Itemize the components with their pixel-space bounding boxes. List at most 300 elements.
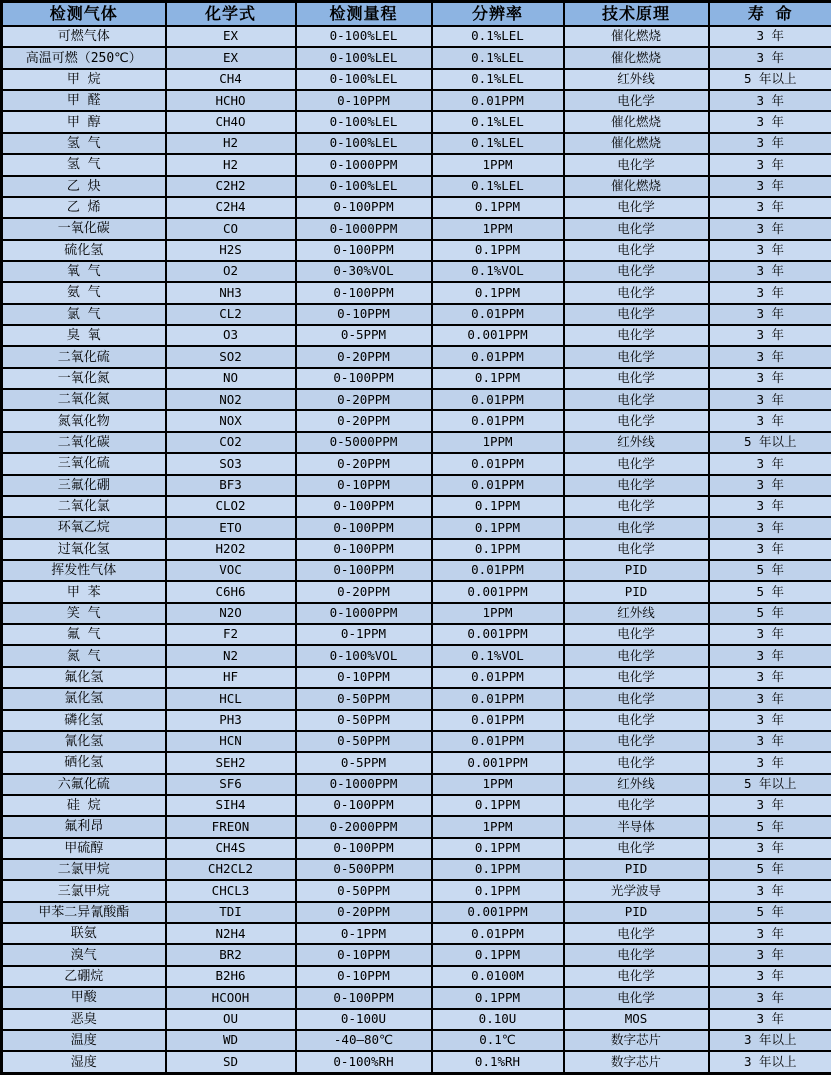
cell-formula: N2O <box>166 603 296 624</box>
cell-resolution: 0.1%RH <box>432 1051 564 1073</box>
cell-lifespan: 3 年 <box>709 368 831 389</box>
cell-formula: N2 <box>166 645 296 666</box>
cell-lifespan: 5 年 <box>709 603 831 624</box>
cell-formula: SF6 <box>166 774 296 795</box>
cell-resolution: 0.1%LEL <box>432 69 564 90</box>
cell-formula: N2H4 <box>166 923 296 944</box>
cell-gas: 二氧化氮 <box>2 389 166 410</box>
cell-principle: 电化学 <box>564 197 709 218</box>
cell-range: 0-20PPM <box>296 581 432 602</box>
cell-principle: 电化学 <box>564 261 709 282</box>
cell-formula: CHCL3 <box>166 880 296 901</box>
cell-range: -40—80℃ <box>296 1030 432 1051</box>
table-row <box>2 389 831 410</box>
cell-principle: 电化学 <box>564 475 709 496</box>
cell-gas: 溴气 <box>2 944 166 965</box>
cell-principle: 电化学 <box>564 731 709 752</box>
cell-gas: 高温可燃（250℃） <box>2 47 166 68</box>
cell-principle: 数字芯片 <box>564 1030 709 1051</box>
cell-resolution: 0.1PPM <box>432 539 564 560</box>
cell-gas: 氨 气 <box>2 282 166 303</box>
table-row <box>2 944 831 965</box>
table-row <box>2 410 831 431</box>
cell-lifespan: 3 年 <box>709 475 831 496</box>
cell-gas: 甲酸 <box>2 987 166 1008</box>
cell-principle: 电化学 <box>564 688 709 709</box>
cell-lifespan: 3 年 <box>709 111 831 132</box>
cell-resolution: 0.1PPM <box>432 987 564 1008</box>
cell-lifespan: 3 年 <box>709 880 831 901</box>
cell-formula: C2H2 <box>166 176 296 197</box>
cell-gas: 硫化氢 <box>2 240 166 261</box>
cell-range: 0-100PPM <box>296 987 432 1008</box>
cell-range: 0-100%LEL <box>296 176 432 197</box>
cell-lifespan: 3 年 <box>709 154 831 175</box>
table-row <box>2 923 831 944</box>
cell-resolution: 0.1PPM <box>432 795 564 816</box>
header-lifespan: 寿 命 <box>709 2 831 27</box>
cell-lifespan: 3 年以上 <box>709 1030 831 1051</box>
table-row <box>2 795 831 816</box>
cell-formula: CH2CL2 <box>166 859 296 880</box>
table-row <box>2 368 831 389</box>
cell-resolution: 0.01PPM <box>432 475 564 496</box>
cell-lifespan: 3 年 <box>709 496 831 517</box>
cell-principle: 催化燃烧 <box>564 111 709 132</box>
cell-principle: 催化燃烧 <box>564 26 709 47</box>
cell-resolution: 0.1PPM <box>432 880 564 901</box>
cell-resolution: 0.001PPM <box>432 325 564 346</box>
table-row <box>2 581 831 602</box>
cell-lifespan: 3 年 <box>709 410 831 431</box>
cell-formula: NO2 <box>166 389 296 410</box>
cell-gas: 磷化氢 <box>2 710 166 731</box>
cell-resolution: 0.1PPM <box>432 368 564 389</box>
cell-principle: 电化学 <box>564 368 709 389</box>
cell-principle: 催化燃烧 <box>564 176 709 197</box>
cell-resolution: 0.1℃ <box>432 1030 564 1051</box>
cell-resolution: 0.1%LEL <box>432 176 564 197</box>
cell-principle: 光学波导 <box>564 880 709 901</box>
cell-range: 0-10PPM <box>296 966 432 987</box>
cell-principle: 催化燃烧 <box>564 47 709 68</box>
cell-lifespan: 5 年以上 <box>709 432 831 453</box>
cell-formula: SEH2 <box>166 752 296 773</box>
header-row <box>2 2 831 27</box>
cell-principle: 数字芯片 <box>564 1051 709 1073</box>
cell-gas: 温度 <box>2 1030 166 1051</box>
table-row <box>2 987 831 1008</box>
cell-principle: 电化学 <box>564 795 709 816</box>
cell-lifespan: 3 年以上 <box>709 1051 831 1073</box>
cell-range: 0-100PPM <box>296 517 432 538</box>
cell-formula: FREON <box>166 816 296 837</box>
cell-gas: 乙硼烷 <box>2 966 166 987</box>
cell-formula: B2H6 <box>166 966 296 987</box>
cell-range: 0-50PPM <box>296 688 432 709</box>
cell-lifespan: 3 年 <box>709 47 831 68</box>
cell-gas: 恶臭 <box>2 1009 166 1030</box>
cell-range: 0-50PPM <box>296 710 432 731</box>
cell-resolution: 0.001PPM <box>432 752 564 773</box>
header-range: 检测量程 <box>296 2 432 27</box>
cell-lifespan: 3 年 <box>709 90 831 111</box>
table-row <box>2 731 831 752</box>
cell-resolution: 0.01PPM <box>432 346 564 367</box>
cell-formula: WD <box>166 1030 296 1051</box>
cell-resolution: 1PPM <box>432 154 564 175</box>
table-row <box>2 133 831 154</box>
cell-lifespan: 3 年 <box>709 240 831 261</box>
cell-lifespan: 3 年 <box>709 731 831 752</box>
cell-range: 0-20PPM <box>296 453 432 474</box>
cell-principle: PID <box>564 560 709 581</box>
cell-formula: F2 <box>166 624 296 645</box>
cell-formula: H2 <box>166 154 296 175</box>
cell-resolution: 0.1%LEL <box>432 26 564 47</box>
table-row <box>2 1009 831 1030</box>
cell-resolution: 0.01PPM <box>432 560 564 581</box>
cell-range: 0-100PPM <box>296 496 432 517</box>
cell-gas: 氟 气 <box>2 624 166 645</box>
cell-resolution: 0.1PPM <box>432 838 564 859</box>
cell-principle: 电化学 <box>564 496 709 517</box>
cell-range: 0-10PPM <box>296 944 432 965</box>
cell-gas: 氰化氢 <box>2 731 166 752</box>
cell-lifespan: 5 年 <box>709 581 831 602</box>
cell-range: 0-100%LEL <box>296 47 432 68</box>
cell-principle: 红外线 <box>564 603 709 624</box>
table-row <box>2 304 831 325</box>
cell-formula: HCN <box>166 731 296 752</box>
cell-gas: 氢 气 <box>2 133 166 154</box>
cell-principle: 电化学 <box>564 304 709 325</box>
cell-formula: BF3 <box>166 475 296 496</box>
cell-resolution: 1PPM <box>432 432 564 453</box>
cell-gas: 二氧化氯 <box>2 496 166 517</box>
cell-gas: 乙 烯 <box>2 197 166 218</box>
cell-resolution: 0.1PPM <box>432 944 564 965</box>
cell-principle: 电化学 <box>564 325 709 346</box>
cell-principle: 电化学 <box>564 218 709 239</box>
cell-lifespan: 3 年 <box>709 710 831 731</box>
cell-lifespan: 3 年 <box>709 517 831 538</box>
cell-gas: 湿度 <box>2 1051 166 1073</box>
cell-range: 0-5000PPM <box>296 432 432 453</box>
cell-formula: O3 <box>166 325 296 346</box>
cell-resolution: 0.1PPM <box>432 859 564 880</box>
cell-range: 0-1PPM <box>296 624 432 645</box>
cell-gas: 甲 醛 <box>2 90 166 111</box>
cell-principle: 电化学 <box>564 154 709 175</box>
cell-gas: 硅 烷 <box>2 795 166 816</box>
cell-lifespan: 5 年 <box>709 560 831 581</box>
table-row <box>2 624 831 645</box>
table-body <box>2 26 831 1074</box>
cell-principle: 电化学 <box>564 90 709 111</box>
cell-principle: 电化学 <box>564 752 709 773</box>
cell-principle: MOS <box>564 1009 709 1030</box>
cell-range: 0-5PPM <box>296 325 432 346</box>
cell-gas: 甲苯二异氰酸酯 <box>2 902 166 923</box>
cell-gas: 甲 醇 <box>2 111 166 132</box>
cell-formula: PH3 <box>166 710 296 731</box>
cell-formula: CLO2 <box>166 496 296 517</box>
table-row <box>2 197 831 218</box>
cell-principle: 红外线 <box>564 774 709 795</box>
cell-gas: 氟化氢 <box>2 667 166 688</box>
table-row <box>2 859 831 880</box>
table-row <box>2 603 831 624</box>
cell-formula: SO3 <box>166 453 296 474</box>
cell-resolution: 0.01PPM <box>432 453 564 474</box>
cell-range: 0-10PPM <box>296 667 432 688</box>
table-row <box>2 560 831 581</box>
cell-gas: 笑 气 <box>2 603 166 624</box>
cell-lifespan: 3 年 <box>709 304 831 325</box>
header-resolution: 分辨率 <box>432 2 564 27</box>
table-row <box>2 1030 831 1051</box>
cell-resolution: 0.01PPM <box>432 688 564 709</box>
cell-resolution: 1PPM <box>432 816 564 837</box>
cell-resolution: 1PPM <box>432 603 564 624</box>
cell-gas: 氧 气 <box>2 261 166 282</box>
cell-range: 0-1000PPM <box>296 218 432 239</box>
table-row <box>2 517 831 538</box>
cell-lifespan: 3 年 <box>709 838 831 859</box>
cell-principle: 电化学 <box>564 517 709 538</box>
cell-formula: NO <box>166 368 296 389</box>
cell-resolution: 0.01PPM <box>432 410 564 431</box>
cell-gas: 氢 气 <box>2 154 166 175</box>
cell-principle: 电化学 <box>564 645 709 666</box>
cell-range: 0-100%LEL <box>296 69 432 90</box>
cell-range: 0-2000PPM <box>296 816 432 837</box>
cell-gas: 氯化氢 <box>2 688 166 709</box>
cell-formula: C2H4 <box>166 197 296 218</box>
cell-lifespan: 3 年 <box>709 346 831 367</box>
table-row <box>2 880 831 901</box>
cell-gas: 二氧化硫 <box>2 346 166 367</box>
cell-principle: 电化学 <box>564 282 709 303</box>
cell-resolution: 0.1%VOL <box>432 261 564 282</box>
cell-principle: 电化学 <box>564 667 709 688</box>
cell-gas: 联氨 <box>2 923 166 944</box>
cell-formula: BR2 <box>166 944 296 965</box>
cell-formula: NH3 <box>166 282 296 303</box>
cell-range: 0-500PPM <box>296 859 432 880</box>
cell-formula: HF <box>166 667 296 688</box>
cell-gas: 氯 气 <box>2 304 166 325</box>
cell-lifespan: 5 年 <box>709 816 831 837</box>
table-row <box>2 154 831 175</box>
cell-formula: SD <box>166 1051 296 1073</box>
cell-range: 0-100%LEL <box>296 26 432 47</box>
cell-range: 0-100PPM <box>296 197 432 218</box>
cell-formula: CO <box>166 218 296 239</box>
cell-formula: EX <box>166 26 296 47</box>
cell-resolution: 0.01PPM <box>432 710 564 731</box>
cell-gas: 一氧化氮 <box>2 368 166 389</box>
cell-range: 0-100PPM <box>296 560 432 581</box>
cell-resolution: 0.1%LEL <box>432 111 564 132</box>
cell-gas: 挥发性气体 <box>2 560 166 581</box>
cell-principle: 电化学 <box>564 944 709 965</box>
cell-lifespan: 3 年 <box>709 26 831 47</box>
table-row <box>2 496 831 517</box>
cell-range: 0-20PPM <box>296 346 432 367</box>
cell-lifespan: 3 年 <box>709 218 831 239</box>
cell-range: 0-100PPM <box>296 795 432 816</box>
cell-principle: 电化学 <box>564 539 709 560</box>
cell-formula: HCOOH <box>166 987 296 1008</box>
cell-range: 0-1000PPM <box>296 774 432 795</box>
cell-principle: 电化学 <box>564 710 709 731</box>
cell-principle: PID <box>564 859 709 880</box>
cell-lifespan: 5 年以上 <box>709 69 831 90</box>
table-row <box>2 710 831 731</box>
cell-lifespan: 3 年 <box>709 624 831 645</box>
cell-formula: SIH4 <box>166 795 296 816</box>
cell-formula: H2 <box>166 133 296 154</box>
cell-principle: 电化学 <box>564 987 709 1008</box>
cell-range: 0-100PPM <box>296 539 432 560</box>
cell-principle: 红外线 <box>564 69 709 90</box>
table-row <box>2 218 831 239</box>
cell-principle: 电化学 <box>564 966 709 987</box>
cell-gas: 甲 苯 <box>2 581 166 602</box>
table-row <box>2 752 831 773</box>
cell-range: 0-20PPM <box>296 902 432 923</box>
cell-range: 0-50PPM <box>296 880 432 901</box>
cell-formula: VOC <box>166 560 296 581</box>
cell-resolution: 0.01PPM <box>432 90 564 111</box>
cell-range: 0-10PPM <box>296 475 432 496</box>
cell-lifespan: 3 年 <box>709 1009 831 1030</box>
cell-formula: ETO <box>166 517 296 538</box>
cell-resolution: 0.1PPM <box>432 197 564 218</box>
cell-gas: 三氟化硼 <box>2 475 166 496</box>
table-row <box>2 475 831 496</box>
cell-gas: 乙 炔 <box>2 176 166 197</box>
cell-principle: PID <box>564 902 709 923</box>
cell-principle: 电化学 <box>564 240 709 261</box>
cell-range: 0-1PPM <box>296 923 432 944</box>
table-row <box>2 688 831 709</box>
cell-principle: 电化学 <box>564 410 709 431</box>
cell-resolution: 0.001PPM <box>432 902 564 923</box>
cell-range: 0-20PPM <box>296 389 432 410</box>
cell-gas: 氮 气 <box>2 645 166 666</box>
cell-gas: 甲硫醇 <box>2 838 166 859</box>
table-row <box>2 111 831 132</box>
table-row <box>2 838 831 859</box>
cell-gas: 六氟化硫 <box>2 774 166 795</box>
table-row <box>2 453 831 474</box>
cell-lifespan: 3 年 <box>709 752 831 773</box>
table-row <box>2 282 831 303</box>
table-row <box>2 645 831 666</box>
cell-range: 0-100%LEL <box>296 133 432 154</box>
cell-gas: 可燃气体 <box>2 26 166 47</box>
cell-lifespan: 3 年 <box>709 176 831 197</box>
cell-principle: 电化学 <box>564 389 709 410</box>
cell-resolution: 0.1PPM <box>432 282 564 303</box>
cell-lifespan: 3 年 <box>709 261 831 282</box>
table-row <box>2 346 831 367</box>
cell-range: 0-100%RH <box>296 1051 432 1073</box>
cell-range: 0-1000PPM <box>296 154 432 175</box>
cell-principle: 电化学 <box>564 453 709 474</box>
cell-range: 0-100PPM <box>296 838 432 859</box>
cell-principle: 催化燃烧 <box>564 133 709 154</box>
cell-lifespan: 3 年 <box>709 966 831 987</box>
cell-formula: CO2 <box>166 432 296 453</box>
cell-range: 0-100PPM <box>296 282 432 303</box>
cell-formula: H2O2 <box>166 539 296 560</box>
table-row <box>2 261 831 282</box>
cell-range: 0-100PPM <box>296 368 432 389</box>
cell-formula: C6H6 <box>166 581 296 602</box>
cell-principle: PID <box>564 581 709 602</box>
cell-principle: 电化学 <box>564 624 709 645</box>
cell-principle: 半导体 <box>564 816 709 837</box>
cell-lifespan: 3 年 <box>709 795 831 816</box>
cell-lifespan: 3 年 <box>709 133 831 154</box>
cell-resolution: 0.1PPM <box>432 517 564 538</box>
cell-lifespan: 3 年 <box>709 539 831 560</box>
cell-gas: 二氧化碳 <box>2 432 166 453</box>
cell-range: 0-30%VOL <box>296 261 432 282</box>
cell-formula: CH4S <box>166 838 296 859</box>
cell-formula: O2 <box>166 261 296 282</box>
cell-gas: 硒化氢 <box>2 752 166 773</box>
cell-gas: 三氧化硫 <box>2 453 166 474</box>
table-row <box>2 47 831 68</box>
cell-range: 0-10PPM <box>296 304 432 325</box>
cell-formula: NOX <box>166 410 296 431</box>
cell-lifespan: 3 年 <box>709 944 831 965</box>
cell-range: 0-1000PPM <box>296 603 432 624</box>
cell-principle: 红外线 <box>564 432 709 453</box>
cell-resolution: 0.10U <box>432 1009 564 1030</box>
cell-resolution: 0.01PPM <box>432 923 564 944</box>
cell-resolution: 0.001PPM <box>432 581 564 602</box>
cell-principle: 电化学 <box>564 346 709 367</box>
cell-formula: HCHO <box>166 90 296 111</box>
cell-lifespan: 5 年 <box>709 902 831 923</box>
cell-range: 0-20PPM <box>296 410 432 431</box>
table-row <box>2 69 831 90</box>
cell-formula: CL2 <box>166 304 296 325</box>
cell-lifespan: 5 年以上 <box>709 774 831 795</box>
cell-formula: TDI <box>166 902 296 923</box>
cell-lifespan: 3 年 <box>709 282 831 303</box>
cell-range: 0-50PPM <box>296 731 432 752</box>
cell-gas: 臭 氧 <box>2 325 166 346</box>
cell-range: 0-10PPM <box>296 90 432 111</box>
cell-principle: 电化学 <box>564 838 709 859</box>
table-row <box>2 966 831 987</box>
cell-lifespan: 3 年 <box>709 688 831 709</box>
table-header <box>2 2 831 27</box>
cell-resolution: 0.1%LEL <box>432 47 564 68</box>
table-row <box>2 667 831 688</box>
cell-gas: 一氧化碳 <box>2 218 166 239</box>
cell-resolution: 1PPM <box>432 218 564 239</box>
table-row <box>2 26 831 47</box>
cell-gas: 氮氧化物 <box>2 410 166 431</box>
